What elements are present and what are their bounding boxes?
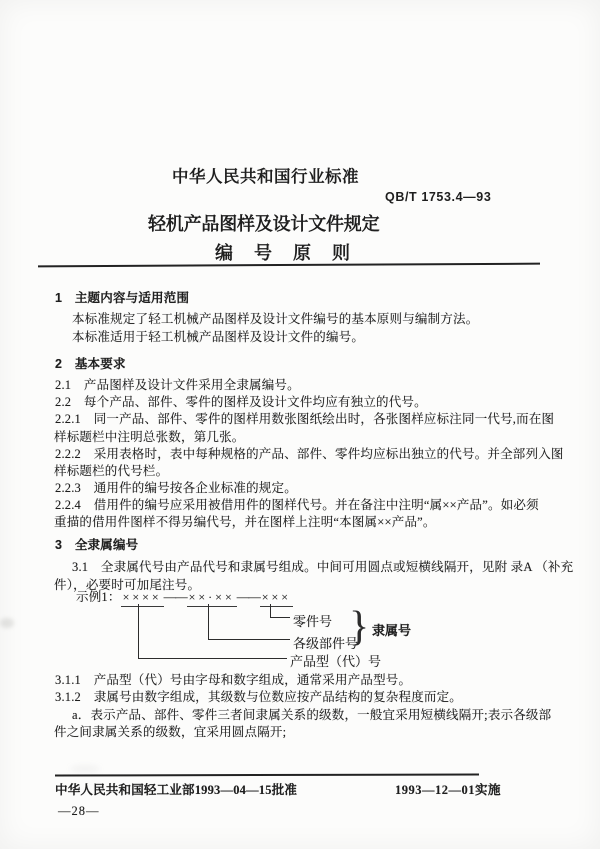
clause-3-1-line-2: 件），必要时可加尾注号。 (54, 578, 201, 592)
code-group-part: ××× (260, 589, 293, 607)
scan-smudge (0, 618, 14, 628)
clause-2-2-4-line-2: 重描的借用件图样不得另编代号，并在图样上注明“本图属××产品”。 (54, 515, 436, 529)
clause-2-1: 2.1 产品图样及设计文件采用全隶属编号。 (55, 378, 300, 392)
clause-3-1-2: 3.1.2 隶属号由数字组成，其级数与位数应按产品结构的复杂程度而定。 (55, 690, 463, 704)
clause-2-2-2-line-2: 样标题栏的代号栏。 (54, 464, 169, 478)
clause-2-2-1-line-2: 样标题栏中注明总张数，第几张。 (54, 430, 245, 444)
label-subordinate-number: 隶属号 (372, 623, 412, 638)
label-part-number: 零件号 (293, 614, 333, 629)
standard-org-line: 中华人民共和国行业标准 (172, 168, 359, 186)
document-subtitle: 编 号 原 则 (215, 243, 359, 263)
clause-3-1-1: 3.1.1 产品型（代）号由字母和数字组成，通常采用产品型号。 (55, 673, 412, 687)
section-1-heading: 1 主题内容与适用范围 (55, 291, 190, 305)
document-title: 轻机产品图样及设计文件规定 (148, 214, 380, 234)
approval-statement: 中华人民共和国轻工业部1993—04—15批准 (55, 783, 298, 797)
footer-rule (55, 773, 479, 776)
section-1-paragraph-2: 本标准适用于轻工机械产品图样及设计文件的编号。 (72, 330, 365, 344)
code-separator-2: —— (236, 590, 260, 604)
label-assembly-number: 各级部件号 (293, 636, 359, 651)
clause-3-1-2-item-a-line-2: 件之间隶属关系的级数，宜采用圆点隔开; (54, 725, 287, 739)
clause-2-2: 2.2 每个产品、部件、零件的图样及设计文件均应有独立的代号。 (55, 395, 427, 409)
scan-smudge (70, 765, 100, 773)
section-2-heading: 2 基本要求 (55, 357, 126, 371)
code-group-assembly: ××·×× (187, 589, 237, 607)
code-separator-1: —— (163, 590, 187, 604)
section-3-heading: 3 全隶属编号 (55, 538, 139, 552)
brace-glyph: } (349, 604, 370, 650)
clause-2-2-1-line-1: 2.2.1 同一产品、部件、零件的图样用数张图纸绘出时，各张图样应标注同一代号,而在图 (55, 412, 555, 426)
clause-2-2-3: 2.2.3 通用件的编号按各企业标准的规定。 (55, 481, 297, 495)
clause-2-2-4-line-1: 2.2.4 借用件的编号应采用被借用件的图样代号。并在备注中注明“属××产品”。如必须 (55, 498, 539, 512)
section-1-paragraph-1: 本标准规定了轻工机械产品图样及设计文件编号的基本原则与编制方法。 (72, 312, 479, 326)
clause-3-1-line-1: 3.1 全隶属代号由产品代号和隶属号组成。中间可用圆点或短横线隔开，见附 录A （补充 (72, 560, 574, 574)
implementation-date: 1993—12—01实施 (395, 783, 502, 797)
example-1-label: 示例1： (76, 590, 121, 604)
standard-number: QB/T 1753.4—93 (385, 190, 492, 204)
clause-2-2-2-line-1: 2.2.2 采用表格时，表中每种规格的产品、部件、零件均应标出独立的代号。并全部列入图 (55, 447, 564, 461)
connector-part-line (270, 604, 290, 618)
clause-3-1-2-item-a-line-1: a．表示产品、部件、零件三者间隶属关系的级数，一般宜采用短横线隔开;表示各级部 (72, 708, 552, 722)
header-rule (38, 263, 540, 268)
page-number: —28— (58, 804, 100, 818)
code-group-product: ×××× (121, 589, 164, 607)
label-product-model-number: 产品型（代）号 (290, 654, 382, 669)
